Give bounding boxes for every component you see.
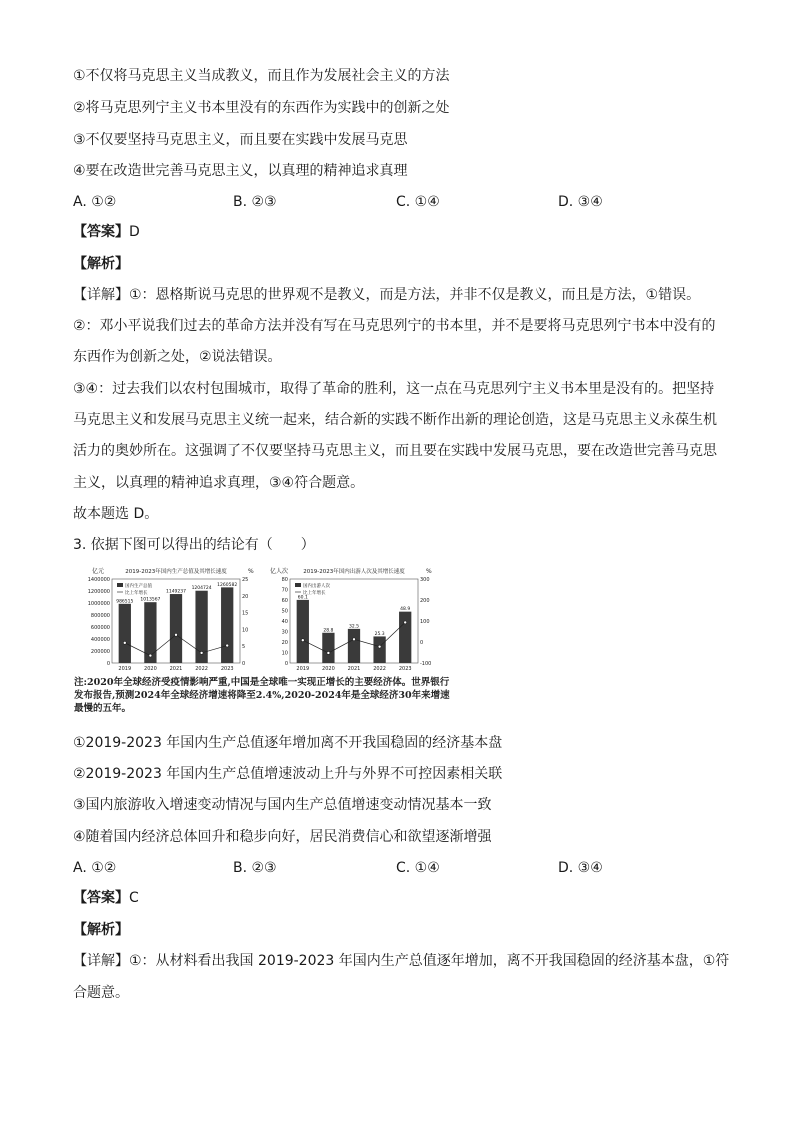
growth-point bbox=[404, 621, 407, 624]
y2-tick-label: 10 bbox=[242, 627, 249, 634]
y-tick-label: 1000000 bbox=[87, 601, 110, 607]
growth-point bbox=[378, 645, 381, 648]
y-tick-label: 800000 bbox=[90, 613, 110, 619]
y2-tick-label: 200 bbox=[420, 598, 430, 604]
x-tick-label: 2022 bbox=[373, 666, 386, 672]
bar-value-label: 28.8 bbox=[323, 628, 334, 634]
y2-tick-label: 300 bbox=[420, 577, 430, 583]
x-tick-label: 2023 bbox=[220, 666, 234, 672]
x-tick-label: 2021 bbox=[169, 666, 183, 672]
legend-swatch-bar bbox=[295, 583, 301, 587]
q2-statement-3: ③不仅要坚持马克思主义，而且要在实践中发展马克思 bbox=[73, 132, 408, 148]
y-tick-label: 1400000 bbox=[87, 577, 110, 583]
y-tick-label: 40 bbox=[281, 619, 288, 625]
bar-value-label: 1013567 bbox=[140, 597, 161, 603]
growth-point bbox=[149, 654, 152, 657]
bar-value-label: 60.1 bbox=[297, 595, 308, 601]
y-tick-label: 1200000 bbox=[87, 589, 110, 595]
y2-tick-label: -100 bbox=[420, 661, 432, 667]
q3-option-b: B. ②③ bbox=[233, 860, 277, 876]
y-tick-label: 70 bbox=[281, 587, 288, 594]
bar-value-label: 48.9 bbox=[400, 607, 411, 613]
y-axis-label: 亿元 bbox=[92, 568, 105, 575]
x-tick-label: 2020 bbox=[322, 666, 335, 672]
legend-label: 国内生产总值 bbox=[125, 584, 152, 589]
bar-value-label: 1149237 bbox=[165, 589, 187, 595]
growth-point bbox=[175, 633, 178, 636]
y2-tick-label: 100 bbox=[420, 619, 430, 625]
q2-answer bbox=[73, 222, 140, 242]
y2-tick-label: 5 bbox=[242, 644, 246, 651]
growth-point bbox=[301, 639, 304, 642]
q3-analysis-tag: 【解析】 bbox=[73, 922, 129, 938]
q2-option-d: D. ③④ bbox=[558, 194, 603, 210]
bar bbox=[373, 636, 385, 663]
y-tick-label: 10 bbox=[281, 650, 288, 657]
q2-analysis-tag: 【解析】 bbox=[73, 256, 129, 272]
chart-title: 2019-2023年国内生产总值及其增长速度 bbox=[125, 569, 227, 575]
q2-detail-line: 活力的奥妙所在。这强调了不仅要坚持马克思主义，而且要在实践中发展马克思，要在改造世完善马克思 bbox=[73, 443, 717, 459]
bar bbox=[322, 633, 334, 663]
growth-point bbox=[123, 641, 126, 644]
bar bbox=[399, 612, 411, 663]
q2-statement-2: ②将马克思列宁主义书本里没有的东西作为实践中的创新之处 bbox=[73, 100, 450, 116]
figure-note: 注:2020年全球经济受疫情影响严重,中国是全球唯一实现正增长的主要经济体。世界银行发布报告,预测2024年全球经济增速将降至2.4%,2020-2024年是全球经济30年来增速最慢的五年。 bbox=[74, 677, 450, 714]
q2-option-c: C. ①④ bbox=[396, 194, 440, 210]
q3-option-a: A. ①② bbox=[73, 860, 117, 876]
q2-detail-line: ②：邓小平说我们过去的革命方法并没有写在马克思列宁的书本里，并不是要将马克思列宁书本中没有的 bbox=[73, 318, 716, 334]
answer-value: C bbox=[129, 890, 139, 906]
y2-tick-label: 25 bbox=[242, 577, 249, 583]
x-tick-label: 2021 bbox=[347, 666, 361, 672]
bar bbox=[119, 604, 131, 663]
q3-option-d: D. ③④ bbox=[558, 860, 603, 876]
q3-statement-4: ④随着国内经济总体回升和稳步向好，居民消费信心和欲望逐渐增强 bbox=[73, 829, 492, 845]
bar bbox=[348, 629, 360, 663]
bar-value-label: 32.5 bbox=[348, 624, 360, 630]
x-tick-label: 2022 bbox=[195, 666, 208, 672]
legend-label: 比上年增长 bbox=[303, 591, 326, 596]
q3-statement-3: ③国内旅游收入增速变动情况与国内生产总值增速变动情况基本一致 bbox=[73, 797, 492, 813]
x-tick-label: 2020 bbox=[144, 666, 157, 672]
legend-label: 国内出游人次 bbox=[303, 584, 330, 589]
q2-detail-line: 故本题选 D。 bbox=[73, 506, 159, 522]
y-axis-label: 亿人次 bbox=[270, 568, 289, 575]
q3-charts bbox=[68, 565, 452, 677]
y-tick-label: 0 bbox=[284, 661, 288, 667]
bar-value-label: 1260582 bbox=[217, 582, 238, 588]
answer-tag: 【答案】 bbox=[73, 224, 129, 240]
y-tick-label: 50 bbox=[281, 608, 288, 615]
q2-option-b: B. ②③ bbox=[233, 194, 277, 210]
bar bbox=[170, 594, 182, 663]
bar-value-label: 25.3 bbox=[374, 631, 385, 637]
q2-detail-line: 【详解】①：恩格斯说马克思的世界观不是教义，而是方法，并非不仅是教义，而且是方法，①错误。 bbox=[73, 287, 701, 303]
y2-axis-label: % bbox=[426, 568, 432, 575]
bar bbox=[297, 600, 309, 663]
x-tick-label: 2019 bbox=[118, 666, 132, 672]
q2-statement-4: ④要在改造世完善马克思主义，以真理的精神追求真理 bbox=[73, 163, 408, 179]
q3-statement-1: ①2019-2023 年国内生产总值逐年增加离不开我国稳固的经济基本盘 bbox=[73, 735, 503, 751]
y-tick-label: 30 bbox=[281, 629, 288, 636]
q2-detail-line: 主义，以真理的精神追求真理，③④符合题意。 bbox=[73, 475, 365, 491]
q2-detail-line: ③④：过去我们以农村包围城市，取得了革命的胜利，这一点在马克思列宁主义书本里是没有的。把坚持 bbox=[73, 381, 715, 397]
y2-tick-label: 0 bbox=[242, 661, 246, 667]
bar bbox=[221, 587, 233, 663]
bar-value-label: 986515 bbox=[116, 599, 134, 605]
y2-tick-label: 0 bbox=[420, 640, 424, 646]
y2-tick-label: 15 bbox=[242, 610, 249, 617]
y-tick-label: 600000 bbox=[90, 625, 110, 631]
q3-stem: 3. 依据下图可以得出的结论有（ ） bbox=[73, 537, 315, 553]
x-tick-label: 2023 bbox=[398, 666, 412, 672]
y2-axis-label: % bbox=[248, 568, 254, 575]
q3-statement-2: ②2019-2023 年国内生产总值增速波动上升与外界不可控因素相关联 bbox=[73, 766, 503, 782]
y-tick-label: 20 bbox=[281, 640, 288, 646]
y-tick-label: 80 bbox=[281, 577, 288, 583]
q3-option-c: C. ①④ bbox=[396, 860, 440, 876]
y-tick-label: 0 bbox=[106, 661, 110, 667]
q2-statement-1: ①不仅将马克思主义当成教义，而且作为发展社会主义的方法 bbox=[73, 68, 450, 84]
q3-answer bbox=[73, 888, 139, 908]
growth-point bbox=[226, 644, 229, 647]
q2-detail-line: 东西作为创新之处，②说法错误。 bbox=[73, 349, 282, 365]
q3-detail-line: 合题意。 bbox=[73, 985, 129, 1001]
q3-detail-line: 【详解】①：从材料看出我国 2019-2023 年国内生产总值逐年增加，离不开我国稳固的经济基本盘，①符 bbox=[73, 953, 730, 969]
answer-tag: 【答案】 bbox=[73, 890, 129, 906]
q2-option-a: A. ①② bbox=[73, 194, 117, 210]
y-tick-label: 400000 bbox=[90, 637, 110, 643]
legend-swatch-bar bbox=[117, 583, 123, 587]
chart-title: 2019-2023年国内出游人次及其增长速度 bbox=[303, 569, 405, 575]
answer-value: D bbox=[129, 224, 140, 240]
growth-point bbox=[353, 638, 356, 641]
growth-point bbox=[200, 651, 203, 654]
x-tick-label: 2019 bbox=[296, 666, 310, 672]
y2-tick-label: 20 bbox=[242, 593, 249, 600]
y-tick-label: 60 bbox=[281, 598, 288, 604]
growth-point bbox=[327, 651, 330, 654]
y-tick-label: 200000 bbox=[90, 649, 110, 655]
legend-label: 比上年增长 bbox=[125, 591, 148, 596]
bar-value-label: 1204724 bbox=[191, 586, 212, 592]
q2-detail-line: 马克思主义和发展马克思主义统一起来，结合新的实践不断作出新的理论创造，这是马克思主义永葆生机 bbox=[73, 412, 717, 428]
